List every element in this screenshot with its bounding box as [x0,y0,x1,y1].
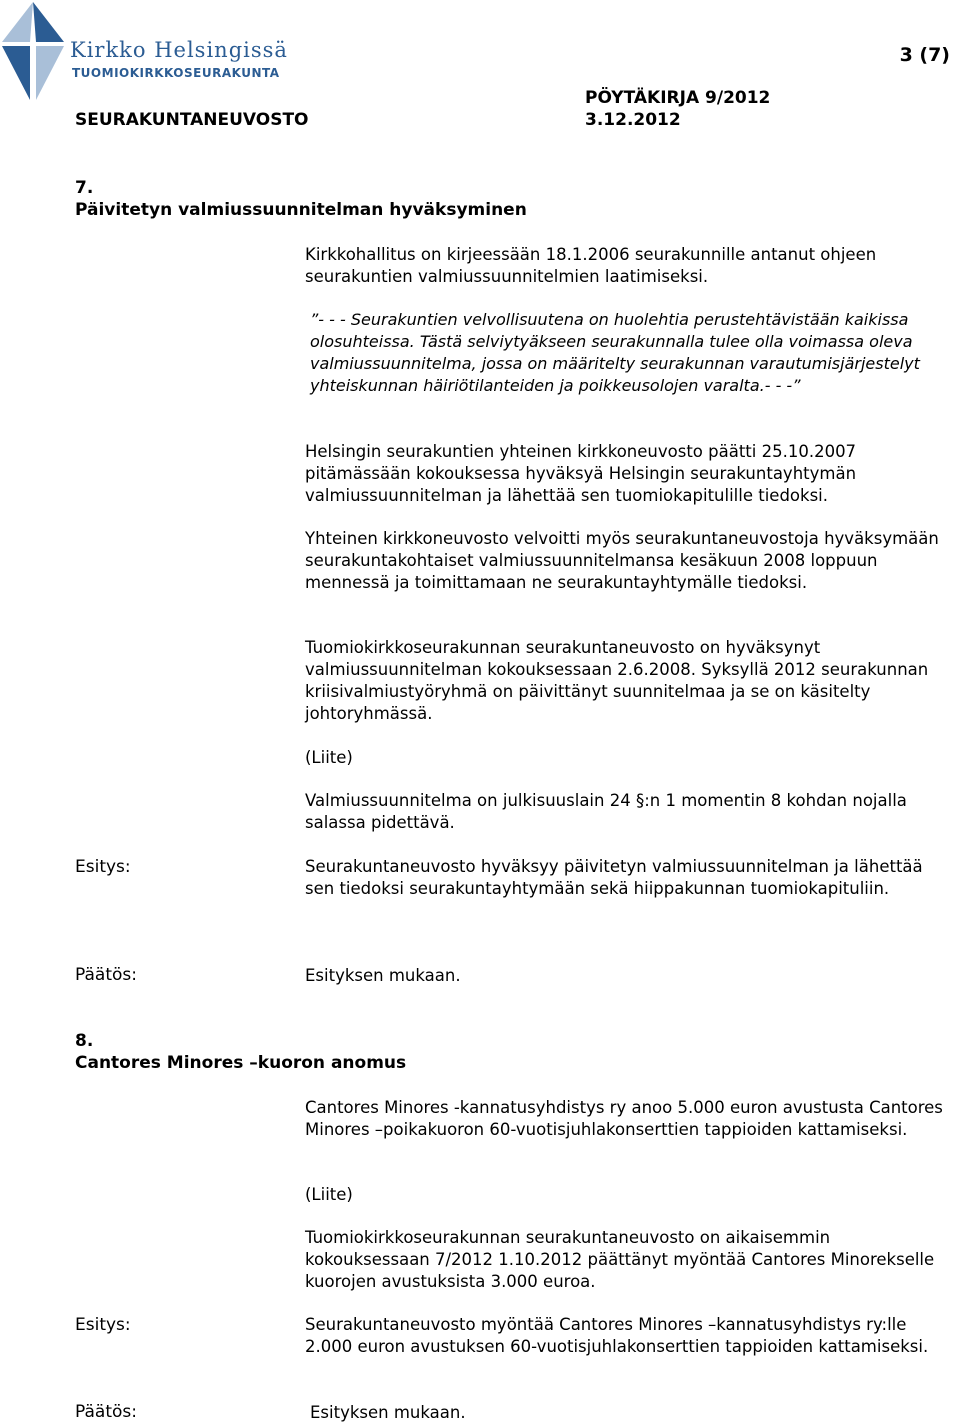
council-name: SEURAKUNTANEUVOSTO [75,110,309,130]
church-cross-logo-icon [2,2,64,100]
paragraph: Valmiussuunnitelma on julkisuuslain 24 §:n 1 momentin 8 kohdan nojalla salassa pidettävä. [305,791,907,832]
paragraph: Tuomiokirkkoseurakunnan seurakuntaneuvosto on aikaisemmin kokouksessaan 7/2012 1.10.2012 päättänyt myöntää Cantores Minorekselle kuorojen avustuksista 3.000 euroa. [305,1228,935,1291]
decision-label: Päätös: [75,1402,137,1422]
section-number: 7. [75,178,94,198]
paragraph: Helsingin seurakuntien yhteinen kirkkoneuvosto päätti 25.10.2007 pitämässään kokouksessa hyväksyä Helsingin seurakuntayhtymän valmiussuunnitelman ja lähettää sen tuomiokapitulille tiedoksi. [305,442,857,505]
proposal-text: Seurakuntaneuvosto myöntää Cantores Minores –kannatusyhdistys ry:lle 2.000 euron avustuksen 60-vuotisjuhlakonserttien tappioiden kattamiseksi. [305,1315,929,1356]
document-title: PÖYTÄKIRJA 9/2012 [585,88,771,108]
paragraph: Kirkkohallitus on kirjeessään 18.1.2006 seurakunnille antanut ohjeen seurakuntien valmiussuunnitelmien laatimiseksi. [305,245,877,286]
page-header [0,0,960,140]
document-date: 3.12.2012 [585,110,681,130]
logo-subtitle: TUOMIOKIRKKOSEURAKUNTA [72,66,280,80]
section-title: Päivitetyn valmiussuunnitelman hyväksyminen [75,200,527,220]
decision-text: Esityksen mukaan. [305,966,461,985]
paragraph: Yhteinen kirkkoneuvosto velvoitti myös seurakuntaneuvostoja hyväksymään seurakuntakohtaiset valmiussuunnitelmansa kesäkuun 2008 loppuun mennessä ja toimittamaan ne seurakuntayhtymälle tiedoksi. [305,529,939,592]
section-title: Cantores Minores –kuoron anomus [75,1053,407,1073]
page-number: 3 (7) [899,44,950,66]
proposal-label: Esitys: [75,1315,131,1335]
paragraph: Cantores Minores -kannatusyhdistys ry anoo 5.000 euron avustusta Cantores Minores –poikakuoron 60-vuotisjuhlakonserttien tappioiden kattamiseksi. [305,1098,943,1139]
proposal-text: Seurakuntaneuvosto hyväksyy päivitetyn valmiussuunnitelman ja lähettää sen tiedoksi seurakuntayhtymään sekä hiippakunnan tuomiokapituliin. [305,857,923,898]
decision-text: Esityksen mukaan. [310,1403,466,1422]
section-number: 8. [75,1031,94,1051]
attachment-note: (Liite) [305,1185,353,1204]
quoted-paragraph: ”- - - Seurakuntien velvollisuutena on huolehtia perustehtävistään kaikissa olosuhteissa. Tästä selviytyäkseen seurakunnalla tulee olla voimassa oleva valmiussuunnitelma, jossa on määritelty seurakunnan varautumisjärjestelyt yhteiskunnan häiriötilanteiden ja poikkeusolojen varalta.- - -” [310,310,920,395]
paragraph: Tuomiokirkkoseurakunnan seurakuntaneuvosto on hyväksynyt valmiussuunnitelman kokouksessaan 2.6.2008. Syksyllä 2012 seurakunnan kriisivalmiustyöryhmä on päivittänyt suunnitelmaa ja se on käsitelty johtoryhmässä. [305,638,929,723]
attachment-note: (Liite) [305,748,353,767]
logo-title: Kirkko Helsingissä [70,38,288,62]
decision-label: Päätös: [75,965,137,985]
proposal-label: Esitys: [75,857,131,877]
